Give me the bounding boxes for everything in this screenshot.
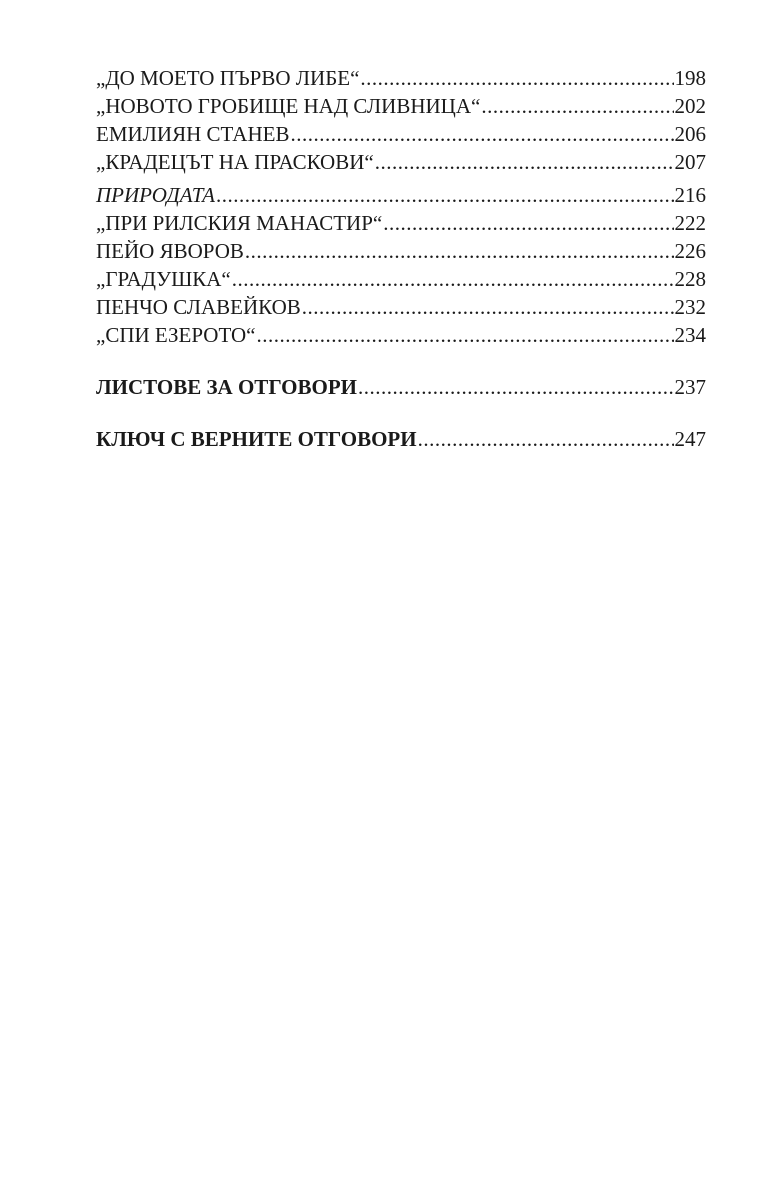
dot-leader	[383, 209, 673, 237]
dot-leader	[256, 321, 673, 349]
toc-entry-peyo-yavorov	[96, 237, 706, 265]
dot-leader	[302, 293, 674, 321]
toc-entry-page: 198	[674, 66, 706, 90]
spacer	[96, 349, 706, 373]
toc-entry-title: „ДО МОЕТО ПЪРВО ЛИБЕ“	[96, 66, 360, 90]
toc-entry-page: 234	[674, 323, 706, 347]
toc-section-prirodata	[96, 181, 706, 209]
toc-entry-answer-sheets	[96, 373, 706, 401]
toc-entry-title: КЛЮЧ С ВЕРНИТЕ ОТГОВОРИ	[96, 427, 417, 451]
toc-entry-page: 232	[674, 295, 706, 319]
toc-entry-page: 222	[674, 211, 706, 235]
toc-entry-page: 226	[674, 239, 706, 263]
dot-leader	[290, 120, 673, 148]
toc-entry-novoto-grobishte	[96, 92, 706, 120]
toc-entry-page: 247	[674, 427, 706, 451]
toc-entry-title: „КРАДЕЦЪТ НА ПРАСКОВИ“	[96, 150, 374, 174]
toc-entry-page: 202	[674, 94, 706, 118]
toc-entry-pri-rilskiya-manastir	[96, 209, 706, 237]
dot-leader	[360, 64, 673, 92]
toc-entry-title: „НОВОТО ГРОБИЩЕ НАД СЛИВНИЦА“	[96, 94, 481, 118]
toc-entry-title: „СПИ ЕЗЕРОТО“	[96, 323, 256, 347]
toc-entry-title: ПЕНЧО СЛАВЕЙКОВ	[96, 295, 301, 319]
toc-entry-page: 207	[674, 150, 706, 174]
toc-entry-answer-key	[96, 425, 706, 453]
toc-entry-title: ЛИСТОВЕ ЗА ОТГОВОРИ	[96, 375, 357, 399]
toc-entry-spi-ezeroto	[96, 321, 706, 349]
spacer	[96, 401, 706, 425]
toc-entry-title: ЕМИЛИЯН СТАНЕВ	[96, 122, 290, 146]
dot-leader	[216, 181, 674, 209]
toc-entry-do-moeto-parvo-libe	[96, 64, 706, 92]
toc-entry-page: 206	[674, 122, 706, 146]
dot-leader	[375, 148, 674, 176]
toc-entry-gradushka	[96, 265, 706, 293]
toc-entry-page: 228	[674, 267, 706, 291]
toc-entry-page: 216	[674, 183, 706, 207]
toc-section-title: ПРИРОДАТА	[96, 183, 215, 207]
table-of-contents	[96, 64, 706, 453]
toc-entry-emilian-stanev	[96, 120, 706, 148]
toc-entry-title: „ПРИ РИЛСКИЯ МАНАСТИР“	[96, 211, 383, 235]
dot-leader	[418, 425, 674, 453]
toc-entry-title: ПЕЙО ЯВОРОВ	[96, 239, 244, 263]
dot-leader	[245, 237, 674, 265]
dot-leader	[481, 92, 673, 120]
toc-entry-page: 237	[674, 375, 706, 399]
toc-entry-title: „ГРАДУШКА“	[96, 267, 231, 291]
toc-entry-pencho-slaveykov	[96, 293, 706, 321]
dot-leader	[358, 373, 674, 401]
dot-leader	[232, 265, 674, 293]
toc-entry-kradetsat-na-praskovi	[96, 148, 706, 176]
